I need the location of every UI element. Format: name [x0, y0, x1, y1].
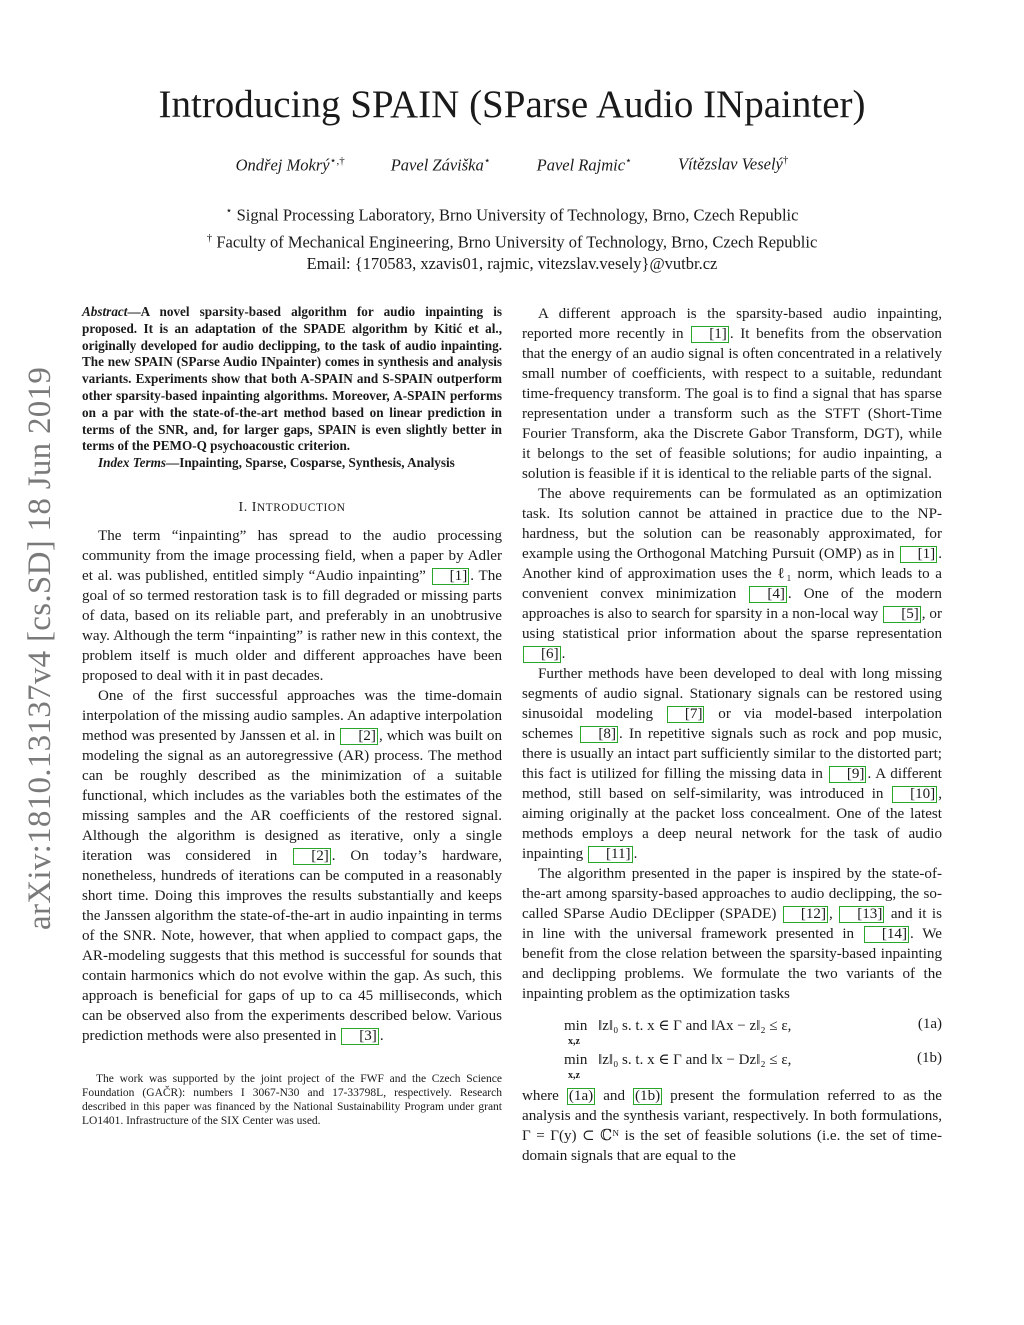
index-terms: Index Terms—Inpainting, Sparse, Cosparse, Synthesis, Analysis	[98, 455, 455, 471]
equation: min x,z ‖z‖₀ s. t. x ∈ Γ and ‖x − Dz‖₂ ≤ ε, (1b)	[564, 1050, 942, 1081]
equation-ref-link[interactable]: (1a)	[568, 1088, 594, 1104]
affiliation-line: † Faculty of Mechanical Engineering, Brno University of Technology, Brno, Czech Republic	[206, 231, 818, 251]
author-list	[120, 154, 904, 176]
right-column	[522, 304, 942, 1166]
citation-link[interactable]: [14]	[864, 926, 909, 943]
author: Ondřej Mokrý⋆,†	[235, 155, 345, 175]
equation-block	[522, 1012, 942, 1080]
left-column	[82, 304, 502, 1128]
author: Pavel Rajmic⋆	[536, 155, 632, 175]
email-line: Email: {170583, xzavis01, rajmic, vitezslav.vesely}@vutbr.cz	[306, 254, 718, 273]
citation-link[interactable]: [11]	[588, 846, 633, 863]
author: Pavel Záviška⋆	[390, 155, 491, 175]
equation-number: (1a)	[917, 1016, 942, 1032]
footnote: The work was supported by the joint project of the FWF and the Czech Science Foundation (GAČR): numbers I 3067-N30 and 17-33798L, respectively. Research described in this paper was financed by the National Sustainability Program under grant LO1401. Infrastructure of the SIX Center was used.	[82, 1072, 502, 1127]
citation-link[interactable]: [7]	[667, 706, 705, 723]
paragraph: Further methods have been developed to deal with long missing segments of audio signal. Stationary signals can be restored using sinusoidal modeling [7] or via model-based interpolation schemes [8] . In repetitive signals such as rock and pop music, there is usually an intact part sufficiently similar to the distorted part; this fact is utilized for filling the missing data in [9] . A different method, still based on self-similarity, was introduced in [10] , aiming originally at the packet loss concealment. One of the latest methods employs a deep neural network for the task of audio inpainting [11] .	[522, 666, 943, 862]
citation-link[interactable]: [9]	[829, 766, 867, 783]
equation: min x,z ‖z‖₀ s. t. x ∈ Γ and ‖Ax − z‖₂ ≤ ε, (1a)	[564, 1016, 942, 1047]
author: Vítězslav Veselý†	[677, 154, 789, 174]
paragraph: The term “inpainting” has spread to the audio processing community from the image processing field, when a paper by Adler et al. was published, entitled simply “Audio inpainting” [1] . The goal of so termed restoration task is to fill degraded or missing parts of data, based on its reliable part, and preferably in an unobtrusive way. Although the term “inpainting” is rather new in this context, the problem itself is much older and different approaches have been proposed to deal with it in past decades.	[82, 527, 503, 684]
paragraph: The above requirements can be formulated as an optimization task. Its solution cannot be attained in practice due to the NP-hardness, but the solution can be reasonably approximated, for example using the Orthogonal Matching Pursuit (OMP) as in [1] . Another kind of approximation uses the ℓ₁ norm, which leads to a convenient convex minimization [4] . One of the modern approaches is also to search for sparsity in a non-local way [5] , or using statistical prior information about the sparse representation [6] .	[522, 486, 943, 662]
equation-number: (1b)	[917, 1050, 942, 1066]
citation-link[interactable]: [4]	[749, 586, 787, 603]
section-heading: I. INTRODUCTION	[238, 499, 346, 515]
citation-link[interactable]: [8]	[580, 726, 618, 743]
citation-link[interactable]: [2]	[293, 848, 331, 865]
citation-link[interactable]: [3]	[341, 1028, 379, 1045]
citation-link[interactable]: [1]	[432, 568, 470, 585]
citation-link[interactable]: [1]	[900, 546, 938, 563]
paragraph: The algorithm presented in the paper is inspired by the state-of-the-art among sparsity-based approaches to audio declipping, the so-called SParse Audio DEclipper (SPADE) [12] , [13] and it is in line with the universal framework presented in [14] . We benefit from the close relation between the sparsity-based inpainting and declipping problems. We formulate the two variants of the inpainting problem as the optimization tasks	[522, 866, 943, 1002]
abstract: Abstract—A novel sparsity-based algorithm for audio inpainting is proposed. It is an adaptation of the SPADE algorithm by Kitić et al., originally developed for audio declipping, to the task of audio inpainting. The new SPAIN (SParse Audio INpainter) comes in synthesis and analysis variants. Experiments show that both A-SPAIN and S-SPAIN outperform other sparsity-based inpainting algorithms. Moreover, A-SPAIN performs on a par with the state-of-the-art method based on linear prediction in terms of the SNR, and, for larger gaps, SPAIN is even slightly better in terms of the PEMO-Q psychoacoustic criterion.	[82, 304, 502, 454]
arxiv-side-stamp: arXiv:1810.13137v4 [cs.SD] 18 Jun 2019	[22, 366, 58, 930]
paper-title: Introducing SPAIN (SParse Audio INpainter)	[158, 83, 866, 126]
affiliation-line: ⋆ Signal Processing Laboratory, Brno University of Technology, Brno, Czech Republic	[225, 205, 799, 225]
citation-link[interactable]: [5]	[883, 606, 921, 623]
paragraph: where (1a) and (1b) present the formulation referred to as the analysis and the synthesis variant, respectively. In both formulations, Γ = Γ(y) ⊂ ℂᴺ is the set of feasible solutions (i.e. the set of time-domain signals that are equal to the	[522, 1088, 942, 1164]
affiliations	[80, 200, 944, 275]
citation-link[interactable]: [6]	[523, 646, 561, 663]
citation-link[interactable]: [2]	[340, 728, 378, 745]
citation-link[interactable]: [10]	[892, 786, 937, 803]
paragraph: One of the first successful approaches was the time-domain interpolation of the missing audio samples. An adaptive interpolation method was presented by Janssen et al. in [2] , which was built on modeling the signal as an autoregressive (AR) process. The method can be roughly described as the minimization of a suitable functional, which includes as the variables both the estimates of the missing samples and the AR coefficients of the restored signal. Although the algorithm is designed as iterative, only a single iteration was considered in [2] . On today’s hardware, nonetheless, hundreds of iterations can be computed in a reasonably short time. Doing this improves the results substantially and keeps the Janssen algorithm the state-of-the-art in audio inpainting in terms of the SNR. Note, however, that when applied to compact gaps, the AR-modeling suggests that this method is successful for sounds that contain harmonics which do not evolve within the gap. As such, this approach is beneficial for gaps of up to ca 45 milliseconds, which can be observed also from the experiments described below. Various prediction methods were also presented in [3] .	[82, 687, 503, 1044]
equation-ref-link[interactable]: (1b)	[635, 1088, 661, 1104]
citation-link[interactable]: [13]	[839, 906, 884, 923]
citation-link[interactable]: [12]	[783, 906, 828, 923]
citation-link[interactable]: [1]	[691, 326, 729, 343]
paragraph: A different approach is the sparsity-based audio inpainting, reported more recently in [1] . It benefits from the observation that the energy of an audio signal is often concentrated in a relatively small number of coefficients, with respect to a suitable, redundant time-frequency transform. The goal is to find a signal that has sparse representation under a transform such as the STFT (Short-Time Fourier Transform, aka the Discrete Gabor Transform, DGT), while it belongs to the set of feasible solutions; for audio inpainting, a solution is feasible if it is identical to the reliable parts of the signal.	[522, 306, 942, 482]
